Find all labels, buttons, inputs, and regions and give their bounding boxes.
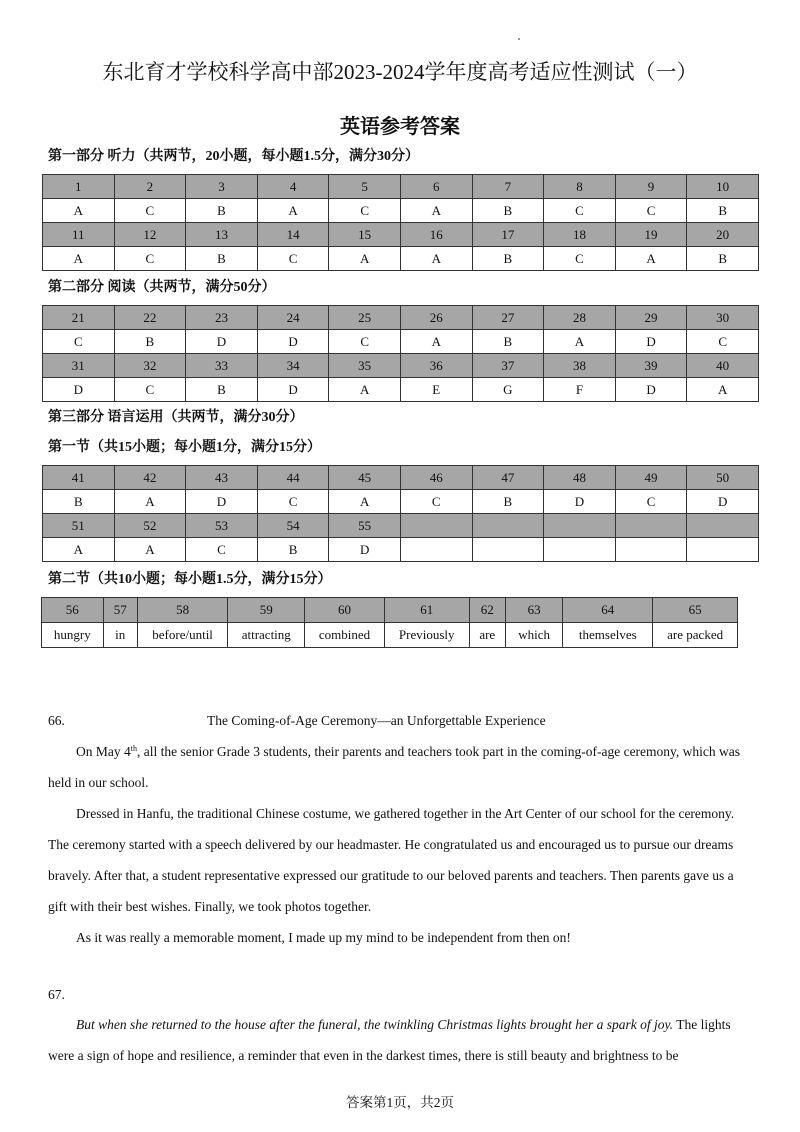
answer-cell: C [615, 490, 687, 514]
part2-heading: 第二部分 阅读（共两节，满分50分） [48, 280, 276, 295]
answer-cell: Previously [384, 623, 469, 648]
answer-cell: before/until [137, 623, 227, 648]
question-number-cell: 43 [186, 466, 258, 490]
question-number-cell: 3 [186, 175, 258, 199]
answer-cell: A [400, 330, 472, 354]
answer-cell: B [114, 330, 186, 354]
question-number-cell: 45 [329, 466, 401, 490]
answer-cell [400, 538, 472, 562]
answer-cell: B [472, 330, 544, 354]
answer-cell: C [329, 330, 401, 354]
question-number-cell: 23 [186, 306, 258, 330]
question-number-cell: 55 [329, 514, 401, 538]
answer-cell: which [506, 623, 563, 648]
question-number-cell [687, 514, 759, 538]
q66-number: 66. [48, 713, 65, 728]
question-number-cell: 60 [305, 598, 385, 623]
answer-cell: D [186, 490, 258, 514]
answer-cell: in [103, 623, 137, 648]
answer-cell: A [43, 538, 115, 562]
question-number-cell: 58 [137, 598, 227, 623]
question-number-row [43, 354, 759, 378]
answer-cell: B [687, 199, 759, 223]
question-number-cell: 38 [544, 354, 616, 378]
answer-cell: B [43, 490, 115, 514]
question-number-cell: 51 [43, 514, 115, 538]
answer-cell: C [43, 330, 115, 354]
question-number-row [43, 306, 759, 330]
answer-cell: A [400, 247, 472, 271]
q66-paragraph-3: As it was really a memorable moment, I made up my mind to be independent from then on! [76, 930, 571, 945]
question-number-cell: 22 [114, 306, 186, 330]
answer-cell [687, 538, 759, 562]
question-number-cell: 57 [103, 598, 137, 623]
part3-section2-heading: 第二节（共10小题；每小题1.5分，满分15分） [48, 572, 332, 587]
q67-paragraph [48, 1009, 748, 1071]
answer-cell: combined [305, 623, 385, 648]
question-number-cell: 1 [43, 175, 115, 199]
answer-cell: E [400, 378, 472, 402]
question-number-cell: 63 [506, 598, 563, 623]
question-number-cell: 64 [563, 598, 653, 623]
answer-cell: D [544, 490, 616, 514]
question-number-cell: 47 [472, 466, 544, 490]
question-number-cell: 9 [615, 175, 687, 199]
question-number-cell: 53 [186, 514, 258, 538]
question-number-row [43, 466, 759, 490]
question-number-cell: 18 [544, 223, 616, 247]
question-number-cell: 35 [329, 354, 401, 378]
question-number-cell: 20 [687, 223, 759, 247]
question-number-cell [615, 514, 687, 538]
question-number-cell: 33 [186, 354, 258, 378]
question-number-cell: 36 [400, 354, 472, 378]
answer-row [43, 330, 759, 354]
question-number-cell: 27 [472, 306, 544, 330]
answer-cell: A [257, 199, 329, 223]
answer-row [43, 538, 759, 562]
question-number-cell: 39 [615, 354, 687, 378]
answer-row [43, 199, 759, 223]
question-number-cell: 28 [544, 306, 616, 330]
q66-title: The Coming-of-Age Ceremony—an Unforgettable Experience [207, 713, 546, 728]
answer-cell: A [329, 247, 401, 271]
page-footer: 答案第1页，共2页 [346, 1095, 454, 1110]
answer-row [43, 378, 759, 402]
question-number-cell: 50 [687, 466, 759, 490]
scan-dot [518, 38, 520, 40]
q66-paragraph-1 [48, 736, 748, 798]
answer-cell: D [43, 378, 115, 402]
question-number-cell: 19 [615, 223, 687, 247]
answer-row [43, 247, 759, 271]
question-number-cell: 29 [615, 306, 687, 330]
answer-cell: B [186, 199, 258, 223]
answer-cell: C [544, 199, 616, 223]
question-number-cell: 31 [43, 354, 115, 378]
answer-cell: B [472, 490, 544, 514]
question-number-cell: 15 [329, 223, 401, 247]
answer-cell: C [257, 247, 329, 271]
question-number-cell: 34 [257, 354, 329, 378]
question-number-cell: 4 [257, 175, 329, 199]
answer-cell: G [472, 378, 544, 402]
answer-cell: D [615, 378, 687, 402]
question-number-cell [544, 514, 616, 538]
answer-cell: C [400, 490, 472, 514]
question-number-cell: 2 [114, 175, 186, 199]
answer-cell: D [329, 538, 401, 562]
answer-cell: C [329, 199, 401, 223]
question-number-cell: 40 [687, 354, 759, 378]
question-number-row [43, 175, 759, 199]
answer-cell: themselves [563, 623, 653, 648]
question-number-cell: 48 [544, 466, 616, 490]
question-number-cell: 32 [114, 354, 186, 378]
question-number-cell: 37 [472, 354, 544, 378]
question-number-cell: 26 [400, 306, 472, 330]
question-number-row [43, 223, 759, 247]
answer-cell: A [544, 330, 616, 354]
question-number-cell: 14 [257, 223, 329, 247]
question-number-cell: 52 [114, 514, 186, 538]
answer-cell: are packed [653, 623, 738, 648]
question-number-cell: 44 [257, 466, 329, 490]
question-number-cell: 13 [186, 223, 258, 247]
part1-heading: 第一部分 听力（共两节，20小题，每小题1.5分，满分30分） [48, 149, 419, 164]
question-number-cell: 49 [615, 466, 687, 490]
answer-cell: C [114, 378, 186, 402]
part1-answer-table [42, 174, 759, 271]
question-number-cell: 8 [544, 175, 616, 199]
question-number-cell: 5 [329, 175, 401, 199]
question-number-cell: 17 [472, 223, 544, 247]
answer-cell: C [687, 330, 759, 354]
answer-cell: C [186, 538, 258, 562]
question-number-cell: 10 [687, 175, 759, 199]
answer-cell: A [400, 199, 472, 223]
answer-cell: A [114, 538, 186, 562]
answer-cell: A [329, 490, 401, 514]
question-number-cell: 30 [687, 306, 759, 330]
answer-cell: C [257, 490, 329, 514]
question-number-cell: 12 [114, 223, 186, 247]
question-number-cell: 56 [42, 598, 104, 623]
question-number-cell: 59 [228, 598, 305, 623]
part3-heading: 第三部分 语言运用（共两节，满分30分） [48, 410, 304, 425]
answer-cell: hungry [42, 623, 104, 648]
answer-cell: C [615, 199, 687, 223]
question-number-cell: 25 [329, 306, 401, 330]
question-number-cell: 41 [43, 466, 115, 490]
answer-row [43, 490, 759, 514]
answer-cell [615, 538, 687, 562]
question-number-cell: 65 [653, 598, 738, 623]
answer-cell: C [544, 247, 616, 271]
answer-cell: are [469, 623, 505, 648]
answer-cell: B [472, 247, 544, 271]
question-number-cell: 21 [43, 306, 115, 330]
question-number-cell: 6 [400, 175, 472, 199]
answer-cell: D [687, 490, 759, 514]
question-number-cell: 11 [43, 223, 115, 247]
answer-cell: B [186, 378, 258, 402]
answer-cell: D [186, 330, 258, 354]
q67-rest: The lights were a sign of hope and resilience, a reminder that even in the darkest times, there is still beauty and brightness to be [48, 1017, 731, 1063]
q66-p1-start: On May 4 [76, 744, 131, 759]
answer-cell: A [43, 247, 115, 271]
answer-cell: A [329, 378, 401, 402]
q66-p1-end: , all the senior Grade 3 students, their parents and teachers took part in the coming-of-age ceremony, which was held in our school. [48, 744, 741, 790]
answer-cell: A [615, 247, 687, 271]
answer-cell: D [257, 378, 329, 402]
answer-cell: F [544, 378, 616, 402]
question-number-cell: 24 [257, 306, 329, 330]
section2-answer-row [42, 623, 738, 648]
answer-cell: B [257, 538, 329, 562]
q66-p1-sup: th [130, 744, 137, 753]
answer-cell [544, 538, 616, 562]
question-number-cell: 54 [257, 514, 329, 538]
question-number-cell: 16 [400, 223, 472, 247]
answer-cell: B [687, 247, 759, 271]
question-number-cell [472, 514, 544, 538]
answer-cell: D [615, 330, 687, 354]
question-number-row [43, 514, 759, 538]
section2-number-row [42, 598, 738, 623]
question-number-cell: 46 [400, 466, 472, 490]
question-number-cell: 42 [114, 466, 186, 490]
q67-italic: But when she returned to the house after the funeral, the twinkling Christmas lights brought her a spark of joy. [76, 1017, 674, 1032]
question-number-cell [400, 514, 472, 538]
question-number-cell: 7 [472, 175, 544, 199]
page-title: 东北育才学校科学高中部2023-2024学年度高考适应性测试（一） [102, 60, 698, 84]
page-subtitle: 英语参考答案 [340, 116, 460, 138]
answer-cell: B [472, 199, 544, 223]
answer-cell: D [257, 330, 329, 354]
question-number-cell: 61 [384, 598, 469, 623]
answer-cell: C [114, 199, 186, 223]
part3-section1-heading: 第一节（共15小题；每小题1分，满分15分） [48, 440, 321, 455]
q67-number: 67. [48, 987, 65, 1002]
answer-cell: C [114, 247, 186, 271]
answer-cell: A [43, 199, 115, 223]
q66-paragraph-2: Dressed in Hanfu, the traditional Chinese costume, we gathered together in the Art Center of our school for the ceremony. The ceremony started with a speech delivered by our headmaster. He congratulated us and encouraged us to pursue our dreams bravely. After that, a student representative expressed our gratitude to our beloved parents and teachers. Then parents gave us a gift with their best wishes. Finally, we took photos together. [48, 806, 735, 914]
answer-cell: A [114, 490, 186, 514]
answer-cell: A [687, 378, 759, 402]
part3-section1-table [42, 465, 759, 562]
question-number-cell: 62 [469, 598, 505, 623]
part2-answer-table [42, 305, 759, 402]
answer-cell [472, 538, 544, 562]
part3-section2-table [41, 597, 738, 648]
answer-cell: attracting [228, 623, 305, 648]
answer-cell: B [186, 247, 258, 271]
